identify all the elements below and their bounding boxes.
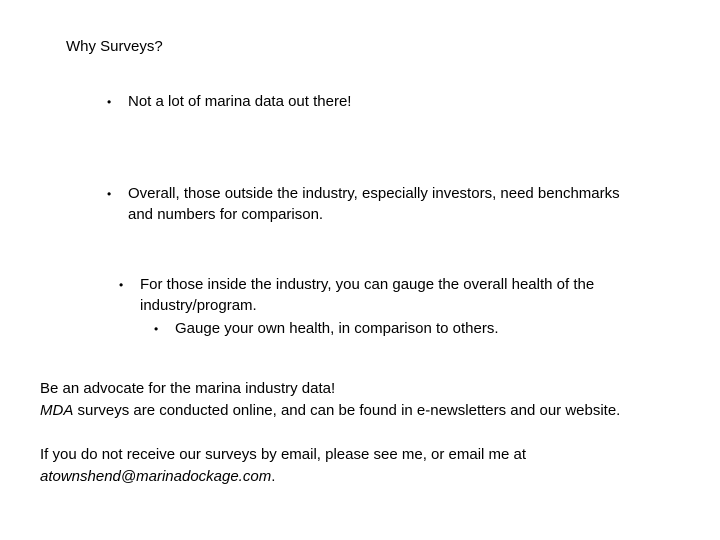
contact-email-line [40, 466, 275, 488]
bullet-outside-industry [107, 184, 620, 204]
bullet-text: Overall, those outside the industry, especially investors, need benchmarks [128, 185, 620, 202]
mda-label: MDA [40, 402, 74, 419]
slide-title: Why Surveys? [66, 38, 163, 55]
bullet-text: Gauge your own health, in comparison to others. [175, 320, 499, 337]
advocate-text: Be an advocate for the marina industry data! [40, 380, 336, 397]
bullet-no-data [107, 92, 351, 112]
bullet-text: Not a lot of marina data out there! [128, 93, 352, 110]
bullet-outside-industry-continued: and numbers for comparison. [128, 206, 324, 223]
bullet-marker: • [107, 95, 112, 109]
mda-rest-text: surveys are conducted online, and can be found in e-newsletters and our website. [73, 402, 621, 419]
bullet-inside-industry-continued: industry/program. [140, 297, 257, 314]
bullet-text: For those inside the industry, you can gauge the overall health of the [140, 276, 595, 293]
bullet-marker: • [154, 322, 159, 336]
bullet-marker: • [119, 278, 124, 292]
bullet-inside-industry [119, 275, 594, 295]
contact-text: If you do not receive our surveys by email, please see me, or email me at [40, 446, 527, 463]
sub-bullet-own-health [154, 319, 499, 339]
email-address[interactable]: atownshend@marinadockage.com [40, 468, 272, 485]
bullet-marker: • [107, 187, 112, 201]
mda-surveys-text [40, 400, 620, 422]
email-suffix: . [271, 468, 276, 485]
